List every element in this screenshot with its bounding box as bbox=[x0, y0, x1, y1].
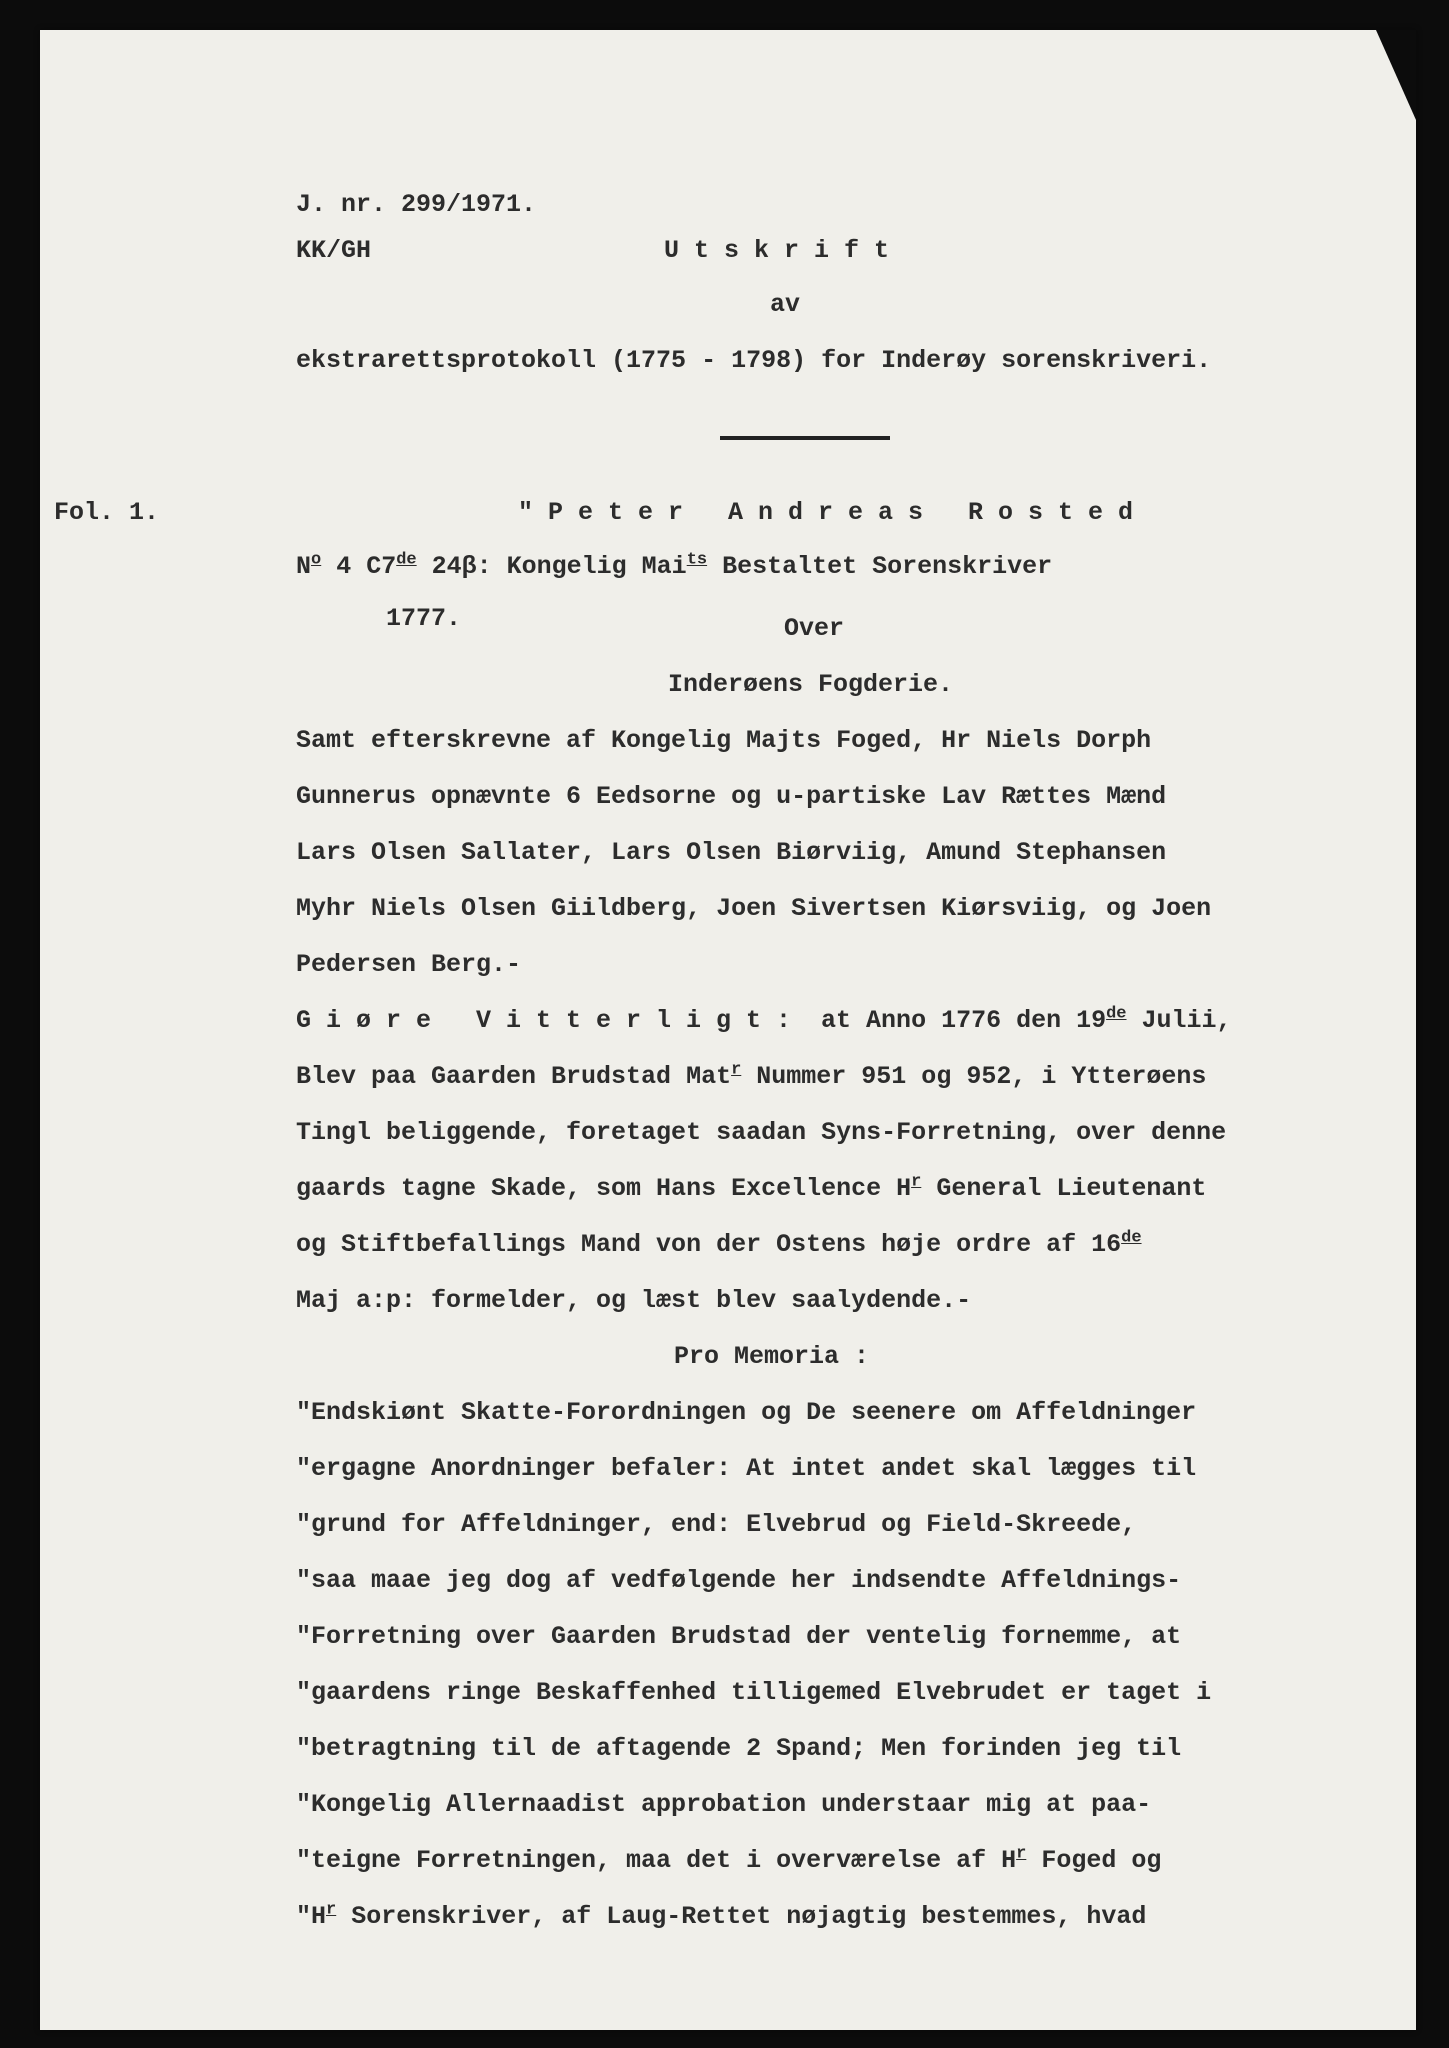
memoria-line: "Endskiønt Skatte-Forordningen og De seenere om Affeldninger bbox=[296, 1398, 1197, 1427]
heading-year: 1777. bbox=[386, 604, 462, 633]
memoria-line: "Forretning over Gaarden Brudstad der ventelig fornemme, at bbox=[296, 1622, 1182, 1651]
stift-line: og Stiftbefallings Mand von der Ostens høje ordre af 16de bbox=[296, 1228, 1142, 1259]
memoria-line: "gaardens ringe Beskaffenhed tilligemed Elvebrudet er taget i bbox=[296, 1678, 1212, 1707]
heading-fogderie: Inderøens Fogderie. bbox=[668, 670, 954, 699]
document-title: Utskrift bbox=[664, 236, 905, 265]
memoria-line: "Kongelig Allernaadist approbation understaar mig at paa- bbox=[296, 1790, 1152, 1819]
heading-name: "Peter Andreas Rosted bbox=[518, 498, 1149, 527]
reference-number: J. nr. 299/1971. bbox=[296, 190, 537, 219]
last-line: "$H^r$ Sorenskriver, af Laug-Rettet nøjagtig bestemmes, hvad bbox=[296, 1900, 1147, 1931]
tingl-line: Tingl beliggende, foretaget saadan Syns-Forretning, over denne bbox=[296, 1118, 1227, 1147]
gjore-line: Giøre Vitterligt: at Anno 1776 den 19de Julii, bbox=[296, 1004, 1232, 1035]
memoria-line: "grund for Affeldninger, end: Elvebrud og Field-Skreede, bbox=[296, 1510, 1137, 1539]
body-line: Myhr Niels Olsen Giildberg, Joen Sivertsen Kiørsviig, og Joen bbox=[296, 894, 1212, 923]
memoria-line: "betragtning til de aftagende 2 Spand; Men forinden jeg til bbox=[296, 1734, 1182, 1763]
initials: KK/GH bbox=[296, 236, 372, 265]
folio-note: Fol. 1. bbox=[54, 498, 160, 527]
brudstad-line: Blev paa Gaarden Brudstad Mat$^r$ Nummer 951 og 952, i Ytterøens bbox=[296, 1060, 1207, 1091]
body-line: Lars Olsen Sallater, Lars Olsen Biørviig, Amund Stephansen bbox=[296, 838, 1167, 867]
body-line: Gunnerus opnævnte 6 Eedsorne og u-partiske Lav Rættes Mænd bbox=[296, 782, 1167, 811]
pro-memoria-heading: Pro Memoria : bbox=[674, 1342, 870, 1371]
memoria-line: "saa maae jeg dog af vedfølgende her indsendte Affeldnings- bbox=[296, 1566, 1182, 1595]
document-text bbox=[40, 30, 1416, 2030]
title-av: av bbox=[770, 290, 801, 319]
title-divider bbox=[720, 436, 890, 440]
body-line: Pedersen Berg.- bbox=[296, 950, 522, 979]
document-subtitle: ekstrarettsprotokoll (1775 - 1798) for Inderøy sorenskriveri. bbox=[296, 346, 1212, 375]
document-page bbox=[40, 30, 1416, 2030]
heading-line2: $N^o$ 4 C7de 24β: Kongelig Mai$^{ts}$ Bestaltet Sorenskriver bbox=[296, 550, 1053, 581]
maj-line: Maj a:p: formelder, og læst blev saalydende.- bbox=[296, 1286, 972, 1315]
teigne-line: "teigne Forretningen, maa det i overværelse af $H^r$ Foged og bbox=[296, 1844, 1162, 1875]
heading-over: Over bbox=[784, 614, 845, 643]
gaards-line: gaards tagne Skade, som Hans Excellence $H^r$ General Lieutenant bbox=[296, 1172, 1207, 1203]
body-line: Samt efterskrevne af Kongelig Majts Foged, Hr Niels Dorph bbox=[296, 726, 1152, 755]
memoria-line: "ergagne Anordninger befaler: At intet andet skal lægges til bbox=[296, 1454, 1197, 1483]
